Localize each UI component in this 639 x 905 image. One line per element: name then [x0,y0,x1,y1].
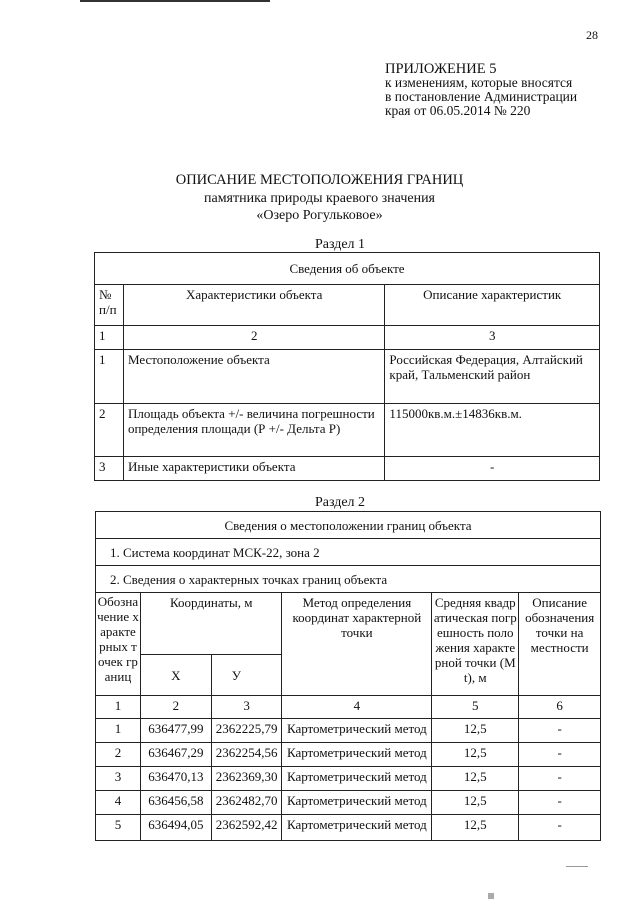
coordinate-system: 1. Система координат МСК-22, зона 2 [96,539,601,566]
table-row [95,457,600,481]
index-cell: 2 [140,696,211,719]
table-row [96,767,601,791]
column-header-method: Метод определения координат характерной точки [282,593,432,696]
table-row [95,404,600,457]
mean-error: 12,5 [432,719,519,743]
row-description: 115000кв.м.±14836кв.м. [385,404,600,457]
method: Картометрический метод [282,743,432,767]
index-cell: 1 [96,696,141,719]
table-row [95,350,600,404]
table-row [96,743,601,767]
row-characteristic: Площадь объекта +/- величина погрешности определения площади (Р +/- Дельта Р) [123,404,384,457]
method: Картометрический метод [282,791,432,815]
row-number: 1 [95,350,124,404]
column-header-point: Обозначение характерных точек границ [96,593,141,696]
table-row [96,791,601,815]
table-heading: Сведения о местоположении границ объекта [96,512,601,539]
appendix-line: в постановление Администрации [385,89,578,104]
method: Картометрический метод [282,815,432,841]
column-header-point-description: Описание обозначения точки на местности [519,593,601,696]
row-characteristic: Иные характеристики объекта [123,457,384,481]
index-cell: 4 [282,696,432,719]
point-description: - [519,719,601,743]
column-header-error: Средняя квадратическая погрешность положения характерной точки (Mt), м [432,593,519,696]
table-heading: Сведения об объекте [95,253,600,285]
document-subtitle: памятника природы краевого значения [203,191,435,206]
point-description: - [519,815,601,841]
points-heading: 2. Сведения о характерных точках границ объекта [96,566,601,593]
document-title: ОПИСАНИЕ МЕСТОПОЛОЖЕНИЯ ГРАНИЦ [175,172,464,188]
section-2-label: Раздел 2 [314,495,366,510]
column-header-num: № п/п [95,285,124,326]
point-number: 2 [96,743,141,767]
point-number: 4 [96,791,141,815]
table-row [96,815,601,841]
point-description: - [519,791,601,815]
coord-x: 636494,05 [140,815,211,841]
index-cell: 3 [211,696,282,719]
mean-error: 12,5 [432,767,519,791]
coord-x: 636456,58 [140,791,211,815]
appendix-line: к изменениям, которые вносятся [385,75,573,90]
row-characteristic: Местоположение объекта [123,350,384,404]
mean-error: 12,5 [432,815,519,841]
scan-mark [488,893,494,899]
column-header-description: Описание характеристик [385,285,600,326]
point-description: - [519,743,601,767]
top-rule [80,0,270,2]
appendix-title: ПРИЛОЖЕНИЕ 5 [385,61,497,77]
coord-y: 2362225,79 [211,719,282,743]
index-cell: 2 [123,326,384,350]
coord-y: 2362254,56 [211,743,282,767]
point-description: - [519,767,601,791]
index-cell: 5 [432,696,519,719]
coord-x: 636470,13 [140,767,211,791]
row-number: 2 [95,404,124,457]
column-header-coordinates: Координаты, м [140,593,282,655]
row-description: Российская Федерация, Алтайский край, Тальменский район [385,350,600,404]
index-cell: 3 [385,326,600,350]
object-info-table [94,252,600,481]
column-header-characteristics: Характеристики объекта [123,285,384,326]
mean-error: 12,5 [432,743,519,767]
point-number: 5 [96,815,141,841]
index-cell: 1 [95,326,124,350]
coord-x: 636477,99 [140,719,211,743]
row-description: - [385,457,600,481]
table-row [96,719,601,743]
coord-x: 636467,29 [140,743,211,767]
boundary-points-table [95,511,601,841]
coord-y: 2362592,42 [211,815,282,841]
row-number: 3 [95,457,124,481]
document-object-name: «Озеро Рогульковое» [256,208,383,223]
appendix-line: края от 06.05.2014 № 220 [385,103,531,118]
appendix-block [385,62,577,118]
coord-y: 2362482,70 [211,791,282,815]
mean-error: 12,5 [432,791,519,815]
point-number: 3 [96,767,141,791]
section-1-label: Раздел 1 [314,237,366,252]
column-header-y: У [211,655,282,696]
page-number: 28 [586,28,598,42]
point-number: 1 [96,719,141,743]
column-header-x: X [140,655,211,696]
index-cell: 6 [519,696,601,719]
scan-mark [566,866,588,867]
method: Картометрический метод [282,719,432,743]
method: Картометрический метод [282,767,432,791]
coord-y: 2362369,30 [211,767,282,791]
